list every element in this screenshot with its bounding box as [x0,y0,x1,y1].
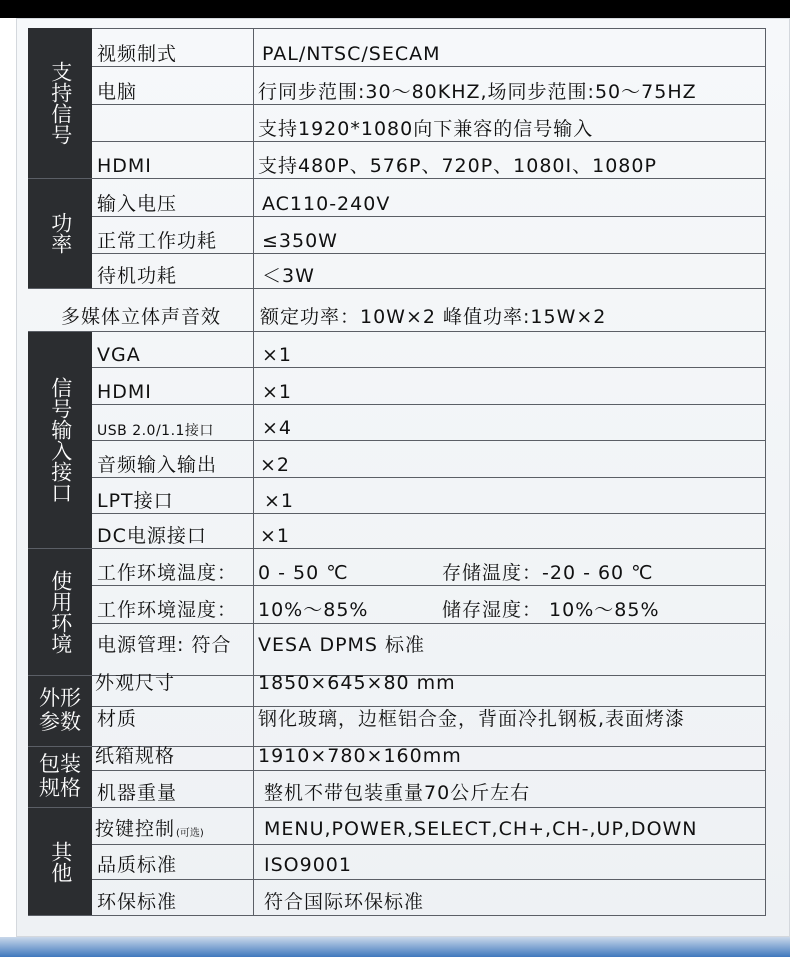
category-environment: 使用环境 [28,548,92,675]
row-value-hdmi-port: ×1 [262,381,293,403]
row-label-power-management: 电源管理: 符合 [97,634,232,656]
row-value-lpt: ×1 [264,490,295,512]
row-label-quality: 品质标准 [97,854,178,876]
row-label-work-temp: 工作环境温度： [97,562,238,584]
row-value-audio: 额定功率：10W×2 峰值功率:15W×2 [260,306,607,328]
row-label-eco: 环保标准 [97,891,178,913]
row-label-video: 视频制式 [97,43,178,65]
row-value-storage-temp: 存储温度：-20 - 60 ℃ [442,562,654,584]
category-signal: 支持信号 [28,28,92,178]
row-value-normal-power: ≤350W [262,230,338,252]
row-value-dc: ×1 [260,525,291,547]
row-label-usb: USB 2.0/1.1接口 [97,423,214,439]
row-value-work-humidity: 10%～85% [258,599,369,621]
row-label-standby-power: 待机功耗 [97,265,178,287]
row-label-audio-io: 音频输入输出 [97,454,218,476]
row-value-video: PAL/NTSC/SECAM [262,43,441,65]
top-bar [0,0,790,18]
row-value-voltage: AC110-240V [262,193,391,215]
row-label-vga: VGA [97,344,141,366]
category-package: 包装规格 [28,746,92,807]
row-label-material: 材质 [97,708,138,730]
category-input: 信号输入接口 [28,331,92,548]
row-label-normal-power: 正常工作功耗 [97,230,218,252]
row-value-eco: 符合国际环保标准 [264,891,425,913]
row-label-audio: 多媒体立体声音效 [61,306,222,328]
row-label-keys [92,815,208,841]
row-label-work-humidity: 工作环境湿度： [97,599,238,621]
row-value-material: 钢化玻璃，边框铝合金，背面冷扎钢板,表面烤漆 [258,708,686,730]
row-value-keys: MENU,POWER,SELECT,CH+,CH-,UP,DOWN [264,818,698,840]
row-label-hdmi-port: HDMI [97,381,152,403]
row-value-usb: ×4 [262,417,293,439]
row-label-hdmi-signal: HDMI [97,155,152,177]
row-value-pc-sync: 行同步范围:30～80KHZ,场同步范围:50～75HZ [258,81,697,103]
row-label-weight: 机器重量 [97,782,178,804]
row-value-dimensions: 1850×645×80 mm [258,672,456,694]
row-value-storage-humidity: 储存湿度： 10%～85% [442,599,660,621]
row-label-lpt: LPT接口 [97,490,174,512]
row-value-audio-io: ×2 [260,454,291,476]
category-other: 其他 [28,807,92,916]
row-value-pc-resolution: 支持1920*1080向下兼容的信号输入 [258,118,594,140]
row-value-vga: ×1 [262,344,293,366]
row-label-pc: 电脑 [97,81,138,103]
row-label-dimensions: 外观尺寸 [95,672,176,694]
category-power: 功率 [28,178,92,288]
row-value-carton: 1910×780×160mm [258,745,462,767]
spec-table [28,28,766,916]
row-value-quality: ISO9001 [264,854,352,876]
row-label-voltage: 输入电压 [97,193,178,215]
row-value-work-temp: 0 - 50 ℃ [258,562,349,584]
bottom-bar [0,937,790,957]
category-size: 外形参数 [28,675,92,746]
row-value-standby-power: ＜3W [262,265,315,287]
keys-label-text: 按键控制 [95,818,176,840]
row-label-carton: 纸箱规格 [95,745,176,767]
row-value-hdmi-signal: 支持480P、576P、720P、1080I、1080P [258,155,657,177]
row-value-weight: 整机不带包装重量70公斤左右 [264,782,531,804]
keys-optional-note: (可选) [176,828,204,839]
row-label-dc: DC电源接口 [97,525,207,547]
row-value-power-management: VESA DPMS 标准 [258,634,426,656]
